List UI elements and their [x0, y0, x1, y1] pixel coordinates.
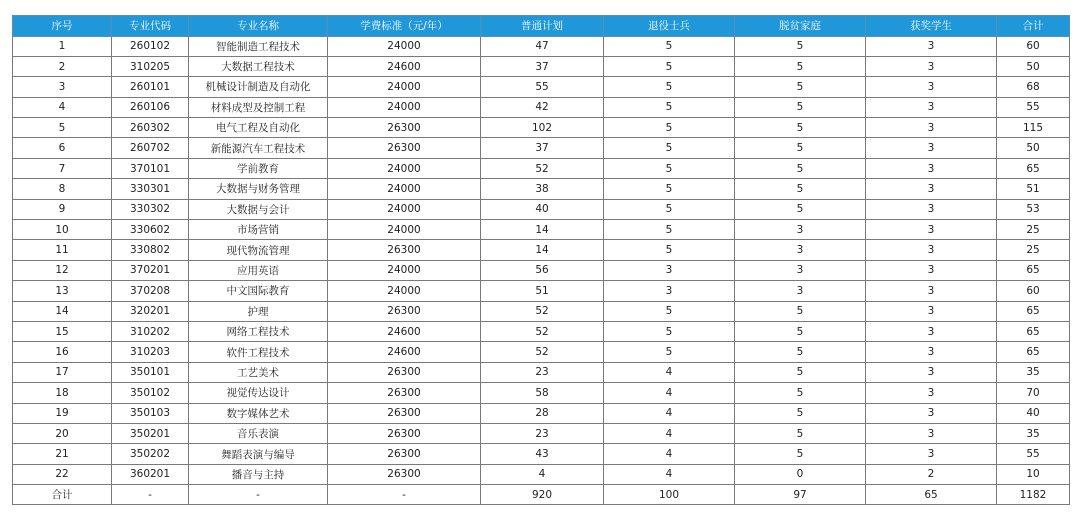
cell-veterans: 5: [604, 138, 735, 158]
cell-major-name: 机械设计制造及自动化: [189, 77, 328, 97]
cell-major-code: 260101: [112, 77, 189, 97]
cell-major-code: 370201: [112, 260, 189, 280]
header-award-students: 获奖学生: [866, 16, 997, 37]
cell-index: 17: [13, 362, 112, 382]
cell-veterans: 5: [604, 342, 735, 362]
cell-total: 35: [997, 423, 1070, 443]
cell-tuition: 24000: [328, 199, 481, 219]
cell-index: 16: [13, 342, 112, 362]
cell-index: 13: [13, 281, 112, 301]
table-row: [13, 118, 1070, 138]
cell-poverty-family: 5: [735, 383, 866, 403]
cell-major-code: 370101: [112, 158, 189, 178]
cell-index: 合计: [13, 485, 112, 505]
cell-major-name: 学前教育: [189, 158, 328, 178]
cell-index: 22: [13, 464, 112, 484]
cell-regular-plan: 52: [481, 321, 604, 341]
cell-regular-plan: 55: [481, 77, 604, 97]
cell-major-name: 大数据与会计: [189, 199, 328, 219]
cell-index: 7: [13, 158, 112, 178]
cell-total: 51: [997, 179, 1070, 199]
cell-index: 8: [13, 179, 112, 199]
cell-regular-plan: 14: [481, 240, 604, 260]
cell-tuition: 24000: [328, 97, 481, 117]
header-total: 合计: [997, 16, 1070, 37]
header-veterans: 退役士兵: [604, 16, 735, 37]
cell-veterans: 5: [604, 199, 735, 219]
cell-total: 50: [997, 138, 1070, 158]
cell-major-name: 舞蹈表演与编导: [189, 444, 328, 464]
cell-tuition: 24600: [328, 321, 481, 341]
cell-veterans: 4: [604, 444, 735, 464]
table-row: [13, 179, 1070, 199]
cell-award-students: 3: [866, 321, 997, 341]
cell-index: 11: [13, 240, 112, 260]
cell-award-students: 3: [866, 220, 997, 240]
cell-poverty-family: 5: [735, 56, 866, 76]
cell-award-students: 3: [866, 403, 997, 423]
cell-tuition: 24000: [328, 77, 481, 97]
cell-regular-plan: 52: [481, 301, 604, 321]
cell-index: 2: [13, 56, 112, 76]
cell-index: 6: [13, 138, 112, 158]
cell-veterans: 4: [604, 423, 735, 443]
cell-award-students: 3: [866, 362, 997, 382]
cell-index: 21: [13, 444, 112, 464]
table-row: [13, 97, 1070, 117]
cell-major-code: 330602: [112, 220, 189, 240]
header-tuition: 学费标准（元/年）: [328, 16, 481, 37]
table-row: [13, 158, 1070, 178]
cell-poverty-family: 5: [735, 301, 866, 321]
cell-award-students: 3: [866, 97, 997, 117]
cell-poverty-family: 5: [735, 444, 866, 464]
cell-poverty-family: 5: [735, 179, 866, 199]
cell-index: 19: [13, 403, 112, 423]
cell-total: 25: [997, 220, 1070, 240]
enrollment-plan-table-container: [12, 15, 1069, 505]
cell-tuition: 24000: [328, 179, 481, 199]
cell-veterans: 5: [604, 240, 735, 260]
cell-tuition: 24000: [328, 158, 481, 178]
cell-poverty-family: 5: [735, 403, 866, 423]
cell-major-code: 360201: [112, 464, 189, 484]
table-row: [13, 199, 1070, 219]
cell-major-name: 工艺美术: [189, 362, 328, 382]
cell-total: 35: [997, 362, 1070, 382]
table-row: [13, 301, 1070, 321]
cell-veterans: 4: [604, 362, 735, 382]
cell-tuition: 26300: [328, 240, 481, 260]
table-body: [13, 36, 1070, 505]
cell-regular-plan: 37: [481, 138, 604, 158]
cell-regular-plan: 4: [481, 464, 604, 484]
cell-poverty-family: 5: [735, 36, 866, 56]
cell-poverty-family: 5: [735, 138, 866, 158]
cell-tuition: 24000: [328, 260, 481, 280]
cell-major-name: 软件工程技术: [189, 342, 328, 362]
cell-major-code: 330302: [112, 199, 189, 219]
cell-award-students: 3: [866, 383, 997, 403]
cell-major-code: 370208: [112, 281, 189, 301]
cell-regular-plan: 47: [481, 36, 604, 56]
cell-regular-plan: 38: [481, 179, 604, 199]
table-row: [13, 423, 1070, 443]
header-poverty-family: 脱贫家庭: [735, 16, 866, 37]
cell-major-code: 330301: [112, 179, 189, 199]
cell-poverty-family: 3: [735, 281, 866, 301]
cell-poverty-family: 5: [735, 362, 866, 382]
cell-regular-plan: 43: [481, 444, 604, 464]
enrollment-plan-table: [12, 15, 1070, 505]
cell-poverty-family: 5: [735, 342, 866, 362]
cell-index: 4: [13, 97, 112, 117]
cell-index: 18: [13, 383, 112, 403]
cell-award-students: 3: [866, 281, 997, 301]
cell-total: 25: [997, 240, 1070, 260]
cell-poverty-family: 3: [735, 240, 866, 260]
cell-total: 70: [997, 383, 1070, 403]
cell-veterans: 5: [604, 179, 735, 199]
cell-award-students: 3: [866, 118, 997, 138]
cell-regular-plan: 40: [481, 199, 604, 219]
cell-tuition: 26300: [328, 362, 481, 382]
table-row: [13, 138, 1070, 158]
cell-total: 55: [997, 97, 1070, 117]
header-index: 序号: [13, 16, 112, 37]
table-row: [13, 36, 1070, 56]
cell-regular-plan: 102: [481, 118, 604, 138]
cell-total: 60: [997, 281, 1070, 301]
cell-total: 65: [997, 260, 1070, 280]
cell-veterans: 5: [604, 36, 735, 56]
cell-total: 68: [997, 77, 1070, 97]
cell-award-students: 3: [866, 423, 997, 443]
table-row: [13, 77, 1070, 97]
cell-total: 1182: [997, 485, 1070, 505]
cell-total: 10: [997, 464, 1070, 484]
cell-award-students: 2: [866, 464, 997, 484]
cell-veterans: 4: [604, 464, 735, 484]
table-row: [13, 444, 1070, 464]
cell-award-students: 3: [866, 342, 997, 362]
cell-poverty-family: 5: [735, 97, 866, 117]
cell-index: 10: [13, 220, 112, 240]
cell-tuition: 24000: [328, 220, 481, 240]
cell-regular-plan: 23: [481, 423, 604, 443]
cell-major-code: 350202: [112, 444, 189, 464]
cell-tuition: -: [328, 485, 481, 505]
cell-award-students: 3: [866, 301, 997, 321]
cell-poverty-family: 5: [735, 423, 866, 443]
table-row: [13, 403, 1070, 423]
cell-index: 15: [13, 321, 112, 341]
cell-tuition: 24600: [328, 342, 481, 362]
cell-veterans: 100: [604, 485, 735, 505]
cell-index: 20: [13, 423, 112, 443]
cell-regular-plan: 28: [481, 403, 604, 423]
cell-poverty-family: 5: [735, 199, 866, 219]
cell-tuition: 24600: [328, 56, 481, 76]
cell-index: 3: [13, 77, 112, 97]
cell-award-students: 3: [866, 240, 997, 260]
cell-total: 40: [997, 403, 1070, 423]
cell-veterans: 4: [604, 383, 735, 403]
cell-veterans: 3: [604, 281, 735, 301]
cell-veterans: 5: [604, 77, 735, 97]
cell-major-code: 350103: [112, 403, 189, 423]
cell-total: 65: [997, 301, 1070, 321]
cell-major-name: 智能制造工程技术: [189, 36, 328, 56]
cell-tuition: 26300: [328, 464, 481, 484]
cell-regular-plan: 42: [481, 97, 604, 117]
header-major-name: 专业名称: [189, 16, 328, 37]
cell-major-name: 电气工程及自动化: [189, 118, 328, 138]
cell-award-students: 3: [866, 77, 997, 97]
cell-award-students: 3: [866, 260, 997, 280]
table-row: [13, 342, 1070, 362]
cell-index: 1: [13, 36, 112, 56]
table-row: [13, 383, 1070, 403]
cell-index: 14: [13, 301, 112, 321]
table-row: [13, 56, 1070, 76]
cell-major-name: 大数据工程技术: [189, 56, 328, 76]
table-row: [13, 260, 1070, 280]
table-header: [13, 16, 1070, 37]
header-row: [13, 16, 1070, 37]
cell-major-code: 350101: [112, 362, 189, 382]
cell-major-code: 350102: [112, 383, 189, 403]
cell-total: 115: [997, 118, 1070, 138]
cell-tuition: 26300: [328, 383, 481, 403]
cell-regular-plan: 52: [481, 342, 604, 362]
cell-major-name: 音乐表演: [189, 423, 328, 443]
cell-veterans: 5: [604, 158, 735, 178]
cell-major-name: 播音与主持: [189, 464, 328, 484]
cell-regular-plan: 52: [481, 158, 604, 178]
cell-total: 53: [997, 199, 1070, 219]
cell-veterans: 5: [604, 321, 735, 341]
table-row: [13, 362, 1070, 382]
cell-index: 9: [13, 199, 112, 219]
cell-award-students: 3: [866, 444, 997, 464]
cell-major-name: 市场营销: [189, 220, 328, 240]
cell-veterans: 5: [604, 220, 735, 240]
cell-major-name: 护理: [189, 301, 328, 321]
cell-award-students: 3: [866, 179, 997, 199]
cell-regular-plan: 37: [481, 56, 604, 76]
cell-veterans: 3: [604, 260, 735, 280]
cell-veterans: 5: [604, 118, 735, 138]
cell-total: 50: [997, 56, 1070, 76]
table-row: [13, 240, 1070, 260]
cell-poverty-family: 5: [735, 158, 866, 178]
cell-award-students: 65: [866, 485, 997, 505]
cell-poverty-family: 3: [735, 260, 866, 280]
cell-poverty-family: 5: [735, 321, 866, 341]
cell-total: 60: [997, 36, 1070, 56]
cell-index: 5: [13, 118, 112, 138]
cell-regular-plan: 58: [481, 383, 604, 403]
cell-veterans: 5: [604, 97, 735, 117]
cell-tuition: 26300: [328, 423, 481, 443]
table-row: [13, 321, 1070, 341]
table-row: [13, 220, 1070, 240]
cell-tuition: 24000: [328, 36, 481, 56]
cell-major-code: -: [112, 485, 189, 505]
table-row: [13, 281, 1070, 301]
cell-regular-plan: 920: [481, 485, 604, 505]
cell-major-name: 大数据与财务管理: [189, 179, 328, 199]
cell-index: 12: [13, 260, 112, 280]
cell-poverty-family: 5: [735, 77, 866, 97]
table-row: [13, 464, 1070, 484]
cell-award-students: 3: [866, 56, 997, 76]
cell-total: 65: [997, 321, 1070, 341]
cell-major-name: 中文国际教育: [189, 281, 328, 301]
cell-total: 55: [997, 444, 1070, 464]
cell-award-students: 3: [866, 199, 997, 219]
header-regular-plan: 普通计划: [481, 16, 604, 37]
cell-total: 65: [997, 158, 1070, 178]
cell-major-code: 320201: [112, 301, 189, 321]
cell-major-code: 330802: [112, 240, 189, 260]
cell-major-code: 310205: [112, 56, 189, 76]
cell-regular-plan: 51: [481, 281, 604, 301]
cell-major-name: -: [189, 485, 328, 505]
cell-tuition: 24000: [328, 281, 481, 301]
cell-veterans: 5: [604, 301, 735, 321]
cell-poverty-family: 3: [735, 220, 866, 240]
cell-award-students: 3: [866, 158, 997, 178]
cell-major-name: 现代物流管理: [189, 240, 328, 260]
cell-award-students: 3: [866, 138, 997, 158]
cell-major-code: 260702: [112, 138, 189, 158]
cell-tuition: 26300: [328, 301, 481, 321]
cell-total: 65: [997, 342, 1070, 362]
cell-veterans: 4: [604, 403, 735, 423]
cell-award-students: 3: [866, 36, 997, 56]
cell-major-code: 310203: [112, 342, 189, 362]
cell-poverty-family: 5: [735, 118, 866, 138]
header-major-code: 专业代码: [112, 16, 189, 37]
cell-regular-plan: 14: [481, 220, 604, 240]
cell-tuition: 26300: [328, 403, 481, 423]
cell-tuition: 26300: [328, 444, 481, 464]
cell-major-code: 350201: [112, 423, 189, 443]
cell-major-name: 应用英语: [189, 260, 328, 280]
cell-regular-plan: 56: [481, 260, 604, 280]
cell-major-code: 260102: [112, 36, 189, 56]
cell-major-name: 新能源汽车工程技术: [189, 138, 328, 158]
cell-major-code: 260106: [112, 97, 189, 117]
cell-regular-plan: 23: [481, 362, 604, 382]
cell-tuition: 26300: [328, 118, 481, 138]
cell-major-code: 260302: [112, 118, 189, 138]
cell-veterans: 5: [604, 56, 735, 76]
cell-major-name: 数字媒体艺术: [189, 403, 328, 423]
total-row: [13, 485, 1070, 505]
cell-tuition: 26300: [328, 138, 481, 158]
cell-major-code: 310202: [112, 321, 189, 341]
cell-major-name: 视觉传达设计: [189, 383, 328, 403]
cell-poverty-family: 0: [735, 464, 866, 484]
cell-major-name: 网络工程技术: [189, 321, 328, 341]
cell-poverty-family: 97: [735, 485, 866, 505]
cell-major-name: 材料成型及控制工程: [189, 97, 328, 117]
